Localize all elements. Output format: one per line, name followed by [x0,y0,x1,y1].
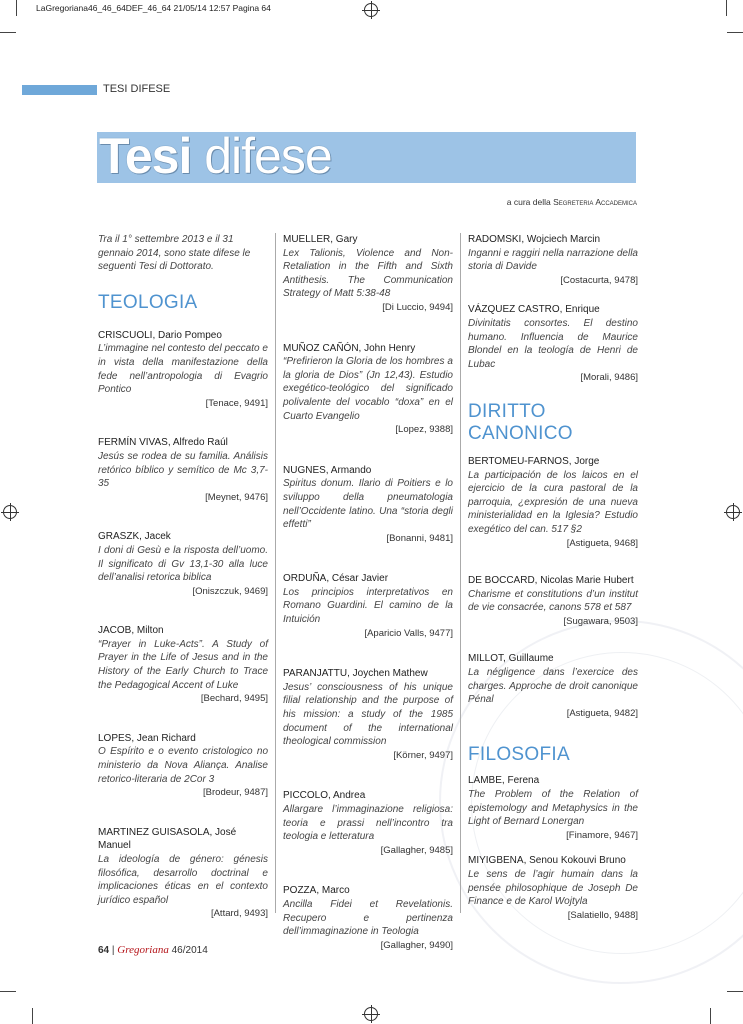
registration-mark-icon [364,1007,378,1021]
thesis-author: FERMÍN VIVAS, Alfredo Raúl [98,437,228,449]
crop-mark [727,32,743,33]
thesis-title: Spiritus donum. Ilario di Poitiers e lo sviluppo della pneumatologia nell’Occidente latino. Una “storia degli effetti” [283,478,453,531]
thesis-author: PARANJATTU, Joychen Mathew [283,668,428,680]
thesis-supervisor-ref: [Morali, 9486] [580,372,638,384]
thesis-author: MUÑOZ CAÑÓN, John Henry [283,342,416,354]
thesis-author: JACOB, Milton [98,625,164,637]
thesis-supervisor-ref: [Costacurta, 9478] [560,274,638,286]
thesis-title: La ideología de género: génesis filosófica, desarrollo doctrinal e implicaciones éticas en el contexto jurídico español [98,854,268,906]
category-heading-teologia: TEOLOGIA [98,291,198,313]
thesis-title: Ancilla Fidei et Revelationis. Recupero e pertinenza dell’immaginazione in Teologia [283,898,453,938]
thesis-title: L’immagine nel contesto del peccato e in vista della manifestazione della fede nell’antropologia di Evagrio Pontico [98,343,268,396]
thesis-entry [98,329,268,411]
thesis-entry [468,233,638,287]
thesis-title: Jesús se rodea de su familia. Análisis retórico bíblico y semítico de Mc 3,7-35 [98,450,268,490]
thesis-entry [468,455,638,550]
thesis-author: NUGNES, Armando [283,464,372,476]
printer-slug: LaGregoriana46_46_64DEF_46_64 21/05/14 12:57 Pagina 64 [36,3,271,13]
column-divider [460,233,461,913]
registration-mark-icon [364,3,378,17]
thesis-supervisor-ref: [Astigueta, 9468] [566,537,638,549]
page-title [99,128,332,184]
entry-list [468,233,638,385]
thesis-entry [468,652,638,720]
curator-name: Segreteria Accademica [553,197,637,207]
thesis-supervisor-ref: [Bechard, 9495] [200,693,268,705]
thesis-supervisor-ref: [Aparicio Valls, 9477] [364,627,453,639]
thesis-title: Divinitatis consortes. El destino humano. Influencia de Maurice Blondel en la teología de Henri de Lubac [468,317,638,370]
thesis-title: Jesus’ consciousness of his unique filial relationship and the purpose of his mission: a study of the 1985 document of the international theological commission [283,681,453,748]
magazine-brand: Gregoriana [117,944,169,956]
thesis-supervisor-ref: [Di Luccio, 9494] [382,301,453,313]
thesis-supervisor-ref: [Bonanni, 9481] [386,532,453,544]
thesis-author: MARTINEZ GUISASOLA, José Manuel [98,826,237,852]
column-divider [275,233,276,913]
thesis-entry [98,530,268,598]
thesis-entry [468,774,638,842]
thesis-supervisor-ref: [Attard, 9493] [210,908,268,920]
intro-text: Tra il 1° settembre 2013 e il 31 gennaio 2014, sono state difese le seguenti Tesi di Dottorato. [98,234,251,273]
thesis-title: The Problem of the Relation of epistemology and Metaphysics in the Light of Bernard Lonergan [468,789,638,828]
thesis-supervisor-ref: [Finamore, 9467] [566,829,638,841]
thesis-author: PICCOLO, Andrea [283,790,366,802]
issue-number: 46/2014 [171,945,208,956]
category-heading-diritto-canonico: DIRITTO CANONICO [468,400,573,444]
section-color-bar [22,85,97,95]
registration-mark-icon [726,505,740,519]
thesis-supervisor-ref: [Sugawara, 9503] [563,615,638,627]
thesis-supervisor-ref: [Körner, 9497] [393,749,453,761]
thesis-entry [468,854,638,922]
thesis-supervisor-ref: [Lopez, 9388] [395,424,453,436]
thesis-title: La participación de los laicos en el ejercicio de la cura pastoral de la parroquia, ¿expresión de una nueva ministerialidad en la Iglesia? Estudio exegético del can. 517 §2 [468,469,638,535]
section-label: TESI DIFESE [103,83,171,95]
thesis-entry [98,826,268,921]
thesis-author: MILLOT, Guillaume [468,653,554,665]
thesis-title: I doni di Gesù e la risposta dell’uomo. Il significato di Gv 13,1-30 alla luce dell’analisi retorica biblica [98,544,268,584]
thesis-author: POZZA, Marco [283,885,350,897]
thesis-author: LOPES, Jean Richard [98,732,196,744]
thesis-author: CRISCUOLI, Dario Pompeo [98,329,222,341]
thesis-entry [283,342,453,437]
thesis-author: ORDUÑA, César Javier [283,573,389,585]
page-number: 64 [98,945,110,956]
crop-mark [16,0,17,16]
thesis-supervisor-ref: [Gallagher, 9490] [380,939,453,951]
thesis-entry [283,233,453,315]
thesis-title: La négligence dans l’exercice des charges. Approche de droit canonique Pénal [468,667,638,706]
thesis-supervisor-ref: [Brodeur, 9487] [203,787,268,799]
page-footer [98,944,208,956]
entry-list [468,455,638,721]
thesis-supervisor-ref: [Astigueta, 9482] [566,707,638,719]
thesis-entry [98,732,268,800]
curator-credit [507,197,637,207]
thesis-supervisor-ref: [Oniszczuk, 9469] [192,585,268,597]
thesis-title: Lex Talionis, Violence and Non-Retaliation in the Fifth and Sixth Antithesis. The Communication Strategy of Matt 5:38-48 [283,247,453,300]
thesis-author: DE BOCCARD, Nicolas Marie Hubert [468,575,634,587]
thesis-author: MIYIGBENA, Senou Kokouvi Bruno [468,855,626,867]
thesis-entry [283,572,453,640]
thesis-author: RADOMSKI, Wojciech Marcin [468,234,601,245]
crop-mark [710,1008,711,1024]
thesis-entry [468,574,638,628]
thesis-entry [98,436,268,504]
entry-list [283,233,453,952]
thesis-author: LAMBE, Ferena [468,775,540,787]
category-heading-filosofia: FILOSOFIA [468,744,570,766]
entry-list [98,329,268,921]
thesis-entry [98,624,268,706]
crop-mark [0,991,16,992]
thesis-author: GRASZK, Jacek [98,531,171,543]
thesis-title: Los principios interpretativos en Romano Guardini. El camino de la Intuición [283,586,453,626]
thesis-entry [283,884,453,952]
registration-mark-icon [3,505,17,519]
column-3 [468,233,638,934]
crop-mark [726,0,727,16]
thesis-title: “Prayer in Luke-Acts”. A Study of Prayer in the Life of Jesus and in the History of the Early Church to Trace the Pedagogical Accent of Luke [98,638,268,691]
thesis-entry [283,789,453,857]
thesis-author: MUELLER, Gary [283,234,358,245]
thesis-title: Allargare l’immaginazione religiosa: teoria e prassi nell’incontro tra teologia e letteratura [283,804,453,843]
column-1 [98,233,268,947]
entry-list [468,774,638,922]
thesis-supervisor-ref: [Gallagher, 9485] [380,844,453,856]
thesis-supervisor-ref: [Tenace, 9491] [205,397,268,409]
thesis-supervisor-ref: [Salatiello, 9488] [567,909,638,921]
crop-mark [0,32,16,33]
footer-separator: | [111,945,115,956]
thesis-entry [468,303,638,385]
thesis-author: BERTOMEU-FARNOS, Jorge [468,455,600,467]
thesis-title: Le sens de l’agir humain dans la pensée philosophique de Joseph De Finance e de Karol Wojtyla [468,869,638,908]
curator-prefix: a cura della [506,197,551,207]
crop-mark [727,991,743,992]
crop-mark [32,1008,33,1024]
thesis-title: Inganni e raggiri nella narrazione della storia di Davide [468,247,638,273]
thesis-author: VÁZQUEZ CASTRO, Enrique [468,304,600,316]
page-title-light: difese [204,128,332,184]
column-2 [283,233,453,979]
thesis-title: O Espírito e o evento cristologico no ministerio da Nova Aliança. Analise retorico-literaria de 2Cor 3 [98,746,268,785]
thesis-supervisor-ref: [Meynet, 9476] [205,491,268,503]
thesis-entry [283,464,453,546]
page-title-bold: Tesi [99,128,192,184]
thesis-title: Charisme et constitutions d’un institut de vie consacrée, canons 578 et 587 [468,588,638,614]
thesis-entry [283,667,453,762]
thesis-title: “Prefirieron la Gloria de los hombres a la gloria de Dios” (Jn 12,43). Estudio exegético-teológico del significado polivalente del vocablo “doxa” en el Cuarto Evangelio [283,356,453,422]
